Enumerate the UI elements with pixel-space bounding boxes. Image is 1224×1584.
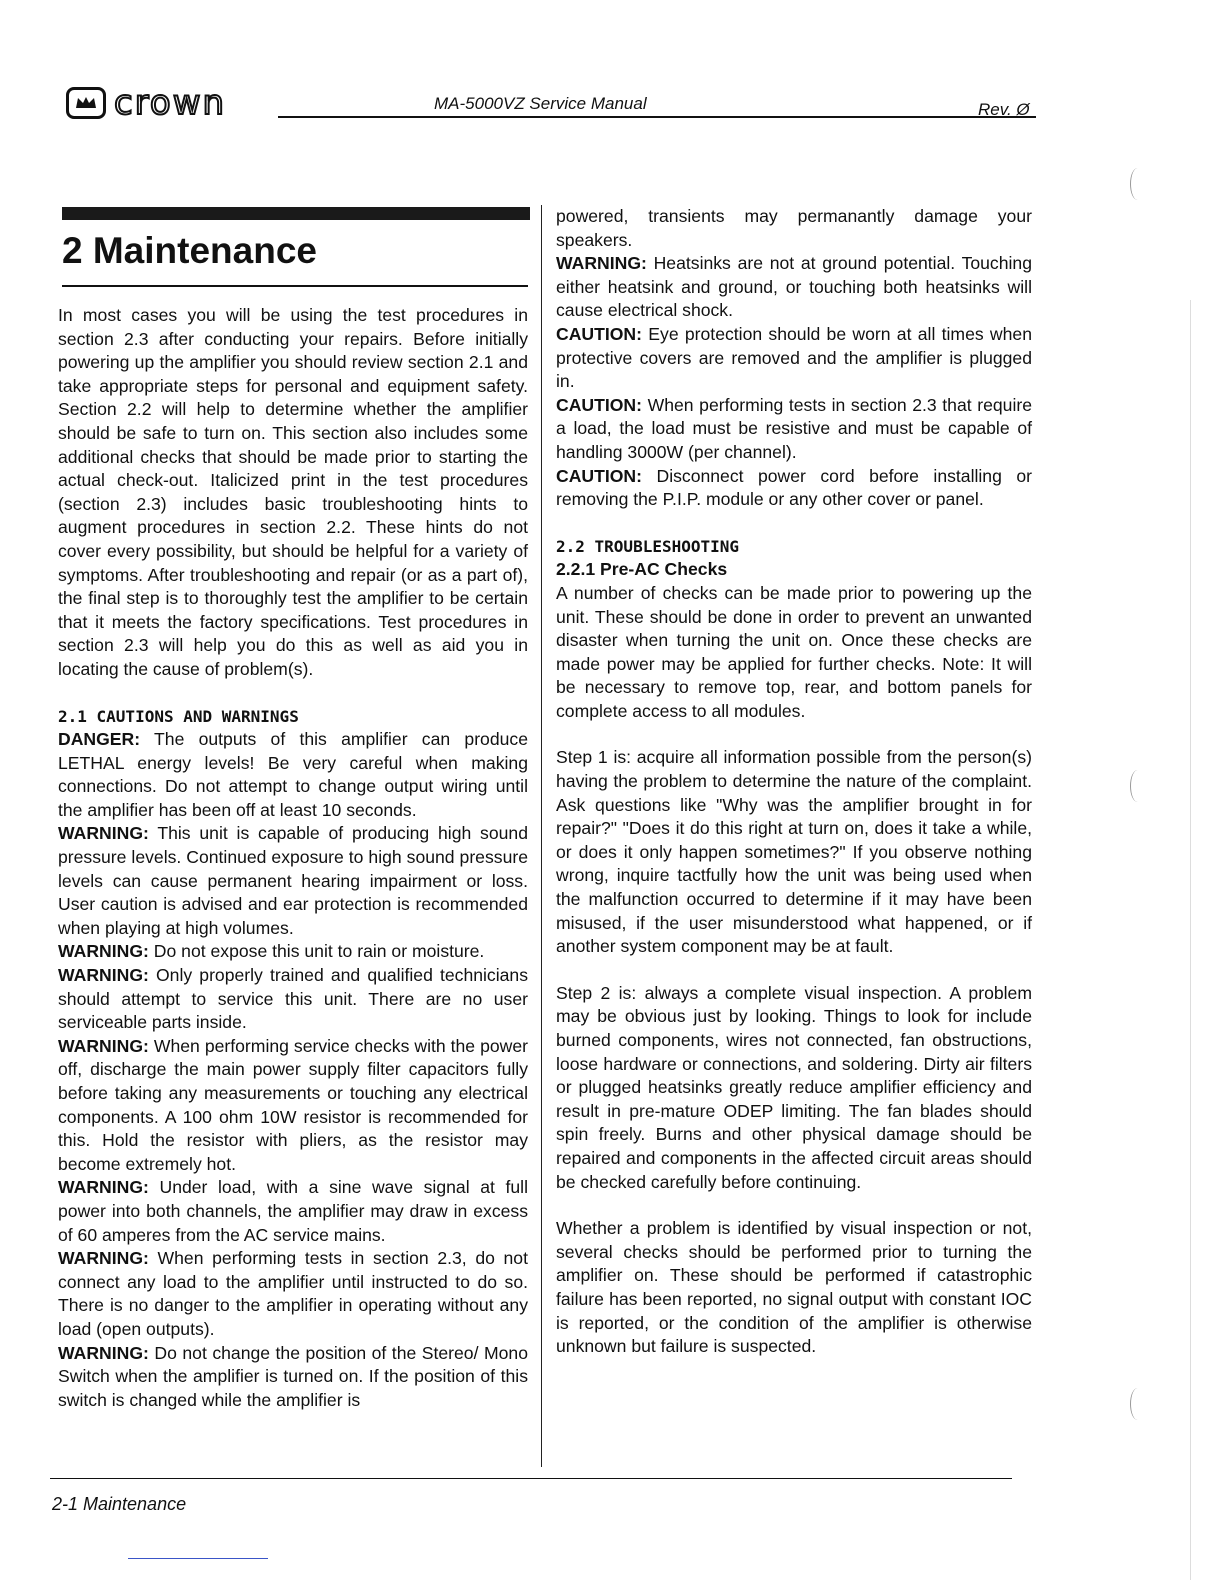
notice-text: The outputs of this amplifier can produce LETHAL energy levels! Be very careful when making connections. Do not attempt to change output wiring until the amplifier has been off at least 10 seconds. [58,729,528,820]
section-heading-2-2: 2.2 TROUBLESHOOTING [556,536,740,556]
column-divider [541,205,542,1467]
chapter-bar [62,207,530,220]
binder-hole-mark [1130,770,1145,802]
notice-label: WARNING: [58,941,149,962]
brand-wordmark: crown [114,83,227,123]
notice-warning-technicians [58,964,528,1035]
whether-paragraph: Whether a problem is identified by visual inspection or not, several checks should be performed prior to turning the amplifier on. These should be performed if catastrophic failure has been reported, no signal output with constant IOC is reported, or the condition of the amplifier is otherwise unknown but failure is suspected. [556,1218,1032,1357]
binder-hole-mark [1130,168,1145,200]
notice-label: WARNING: [58,965,149,986]
notice-text: Do not change the position of the Stereo/ Mono Switch when the amplifier is turned on. If the position of this switch is changed while the amplifier is [58,1342,528,1410]
notice-text: This unit is capable of producing high sound pressure levels. Continued exposure to high sound pressure levels can cause permanent hearing impairment or loss. User caution is advised and ear protection is recommended when playing at high volumes. [58,823,528,938]
section-heading-2-1: 2.1 CAUTIONS AND WARNINGS [58,706,299,726]
notice-text: Only properly trained and qualified technicians should attempt to service this unit. There are no user serviceable parts inside. [58,965,528,1033]
right-column [556,205,1032,1359]
notice-label: CAUTION: [556,394,643,415]
notice-label: WARNING: [58,1342,149,1363]
notice-text: Eye protection should be worn at all times when protective covers are removed and the amplifier is plugged in. [556,323,1032,392]
notice-label: WARNING: [58,823,149,844]
step1-paragraph: Step 1 is: acquire all information possible from the person(s) having the problem to determine the nature of the complaint. Ask questions like "Why was the amplifier brought in for repair?" "Does it do this right at turn on, does it take a while, or does it only happen sometimes?" If you observe nothing wrong, inquire tactfully how the unit was being used when the malfunction occurred to determine if it may have been misused, if the user misunderstood what happened, or if another system component may be at fault. [556,747,1032,957]
stray-mark [128,1558,268,1559]
chapter-title: 2 Maintenance [62,230,317,271]
subsection-heading-2-2-1: 2.2.1 Pre-AC Checks [556,559,728,580]
notice-warning-stereo-mono [58,1342,528,1413]
crown-icon [74,95,98,111]
revision-label: Rev. Ø [978,100,1030,119]
pre-ac-paragraph: A number of checks can be made prior to powering up the unit. These should be done in order to prevent an unwanted disaster when turning the unit on. Once these checks are made power may be applied for further checks. Note: It will be necessary to remove top, rear, and bottom panels for complete access to all modules. [556,582,1032,721]
page-edge [1190,300,1191,1580]
header-rule [278,116,1036,118]
notice-label: WARNING: [58,1248,149,1269]
notice-warning-load-draw [58,1176,528,1247]
continuation-text: powered, transients may permanantly damage your speakers. [556,206,1032,250]
notice-caution-load [556,394,1032,465]
notice-label: CAUTION: [556,323,643,344]
intro-paragraph: In most cases you will be using the test procedures in section 2.3 after conducting your repairs. Before initially powering up the amplifier you should review section 2.1 and take appropriate steps for personal and equipment safety. Section 2.2 will help to determine whether the amplifier should be safe to turn on. This section also includes some additional checks that should be made prior to starting the actual check-out. Italicized print in the test procedures (section 2.3) includes basic troubleshooting hints to augment procedures in section 2.2. These hints do not cover every possibility, but should be helpful for a variety of symptoms. After troubleshooting and repair (or as a part of), the final step is to thoroughly test the amplifier to be certain that it meets the factory specifications. Test procedures in section 2.3 will help you do this as well as aid you in locating the cause of problem(s). [58,305,528,679]
notice-warning-moisture [58,940,528,964]
notice-text: Do not expose this unit to rain or moisture. [148,941,485,962]
manual-title: MA-5000VZ Service Manual [434,94,647,113]
notice-text: Under load, with a sine wave signal at full power into both channels, the amplifier may draw in excess of 60 amperes from the AC service mains. [58,1177,528,1245]
notice-warning-no-load [58,1247,528,1341]
notice-danger [58,728,528,822]
footer-label: 2-1 Maintenance [52,1494,187,1514]
notice-text: Heatsinks are not at ground potential. Touching either heatsink and ground, or touching both heatsinks will cause electrical shock. [556,253,1032,321]
notice-label: WARNING: [58,1035,149,1056]
notice-label: WARNING: [556,253,647,274]
notice-warning-capacitors [58,1035,528,1177]
step2-paragraph: Step 2 is: always a complete visual inspection. A problem may be obvious just by looking. Things to look for include burned components, wires not connected, fan obstructions, loose hardware or connections, and soldering. Dirty air filters or plugged heatsinks greatly reduce amplifier efficiency and result in pre-mature ODEP limiting. The fan blades should spin freely. Burns and other physical damage should be repaired and components in the affected circuit areas should be checked carefully before continuing. [556,982,1032,1192]
notice-warning-heatsinks [556,252,1032,323]
chapter-rule [62,285,528,287]
notice-text: When performing tests in section 2.3, do not connect any load to the amplifier until instructed to do so. There is no danger to the amplifier in operating without any load (open outputs). [58,1248,528,1339]
notice-warning-spl [58,822,528,940]
notice-text: Disconnect power cord before installing or removing the P.I.P. module or any other cover or panel. [556,465,1032,510]
notice-caution-power-cord [556,465,1032,512]
notice-label: WARNING: [58,1177,149,1198]
notice-label: CAUTION: [556,465,643,486]
footer-rule [50,1478,1012,1479]
notice-label: DANGER: [58,729,141,750]
notice-caution-eye [556,323,1032,394]
notice-text: When performing service checks with the power off, discharge the main power supply filter capacitors fully before taking any measurements or touching any electrical components. A 100 ohm 10W resistor is recommended for this. Hold the resistor with pliers, as the resistor may become extremely hot. [58,1035,528,1174]
left-column [58,304,528,1412]
binder-hole-mark [1130,1388,1145,1420]
crown-emblem-icon [66,87,106,119]
notice-text: When performing tests in section 2.3 that require a load, the load must be resistive and must be capable of handling 3000W (per channel). [556,394,1032,462]
crown-logo [66,83,227,123]
